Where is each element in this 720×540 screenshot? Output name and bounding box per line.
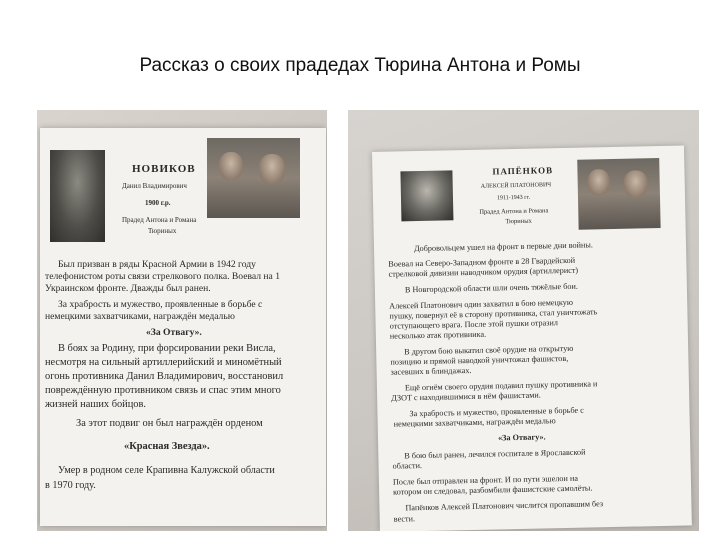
right-document-sheet [372,145,692,531]
left-medal: «За Отвагу». [146,327,202,338]
soldier-portrait [50,150,105,242]
right-line: За храбрость и мужество, проявленные в борьбе с [409,405,584,419]
left-order: «Красная Звезда». [124,441,210,452]
left-line: За храбрость и мужество, проявленные в борьбе с [58,299,263,310]
right-line: области. [392,461,423,471]
right-line: После был отправлен на фронт. И по пути эшелон на [392,473,579,487]
left-line: Украинском фронте. Дважды был ранен. [45,283,211,294]
left-document-sheet [40,128,326,526]
left-line: в 1970 году. [45,480,96,491]
right-line: котором он следовал, разбомбили фашистские самолёты. [393,483,593,497]
left-year: 1900 г.р. [145,199,171,207]
right-line: Ещё огнём своего орудия подавил пушку противника и [404,379,598,393]
right-caption-1: Прадед Антона и Романа [479,207,549,216]
slide-title: Рассказ о своих прадедах Тюрина Антона и Ромы [139,55,581,76]
soldier-portrait [400,170,453,221]
right-line: вести. [393,514,416,524]
left-line: телефонистом роты связи стрелкового полка. Воевал на 1 [45,271,280,282]
left-caption-1: Прадед Антона и Романа [122,216,197,224]
right-line: позицию и прямой наводкой уничтожал фашистов, [390,353,569,367]
right-line: засевших в блиндажах. [390,365,472,377]
right-line: отступающего врага. После этой пушки отразил [389,318,559,331]
left-line: немецкими захватчиками, награждён медалью [45,311,235,322]
right-line: стрелковой дивизии наводчиком орудия (артиллерист) [388,265,579,279]
left-line: несмотря на сильный артиллерийский и миномётный [45,357,282,368]
left-caption-2: Тюриных [148,227,177,235]
left-line: В боях за Родину, при форсировании реки Висла, [58,343,276,354]
left-line: Умер в родном селе Крапивна Калужской области [58,465,275,476]
left-surname: НОВИКОВ [132,163,196,175]
grandchildren-photo [577,158,660,230]
right-name: АЛЕКСЕЙ ПЛАТОНОВИЧ [480,182,552,190]
right-caption-2: Тюриных [505,217,532,226]
grandchildren-photo [207,138,300,218]
left-line: повреждённую противником связь и спас этим много [45,385,281,396]
right-line: немецкими захватчиками, награждён медалью [393,416,556,429]
left-document-photo [37,110,327,531]
right-line: Воевал на Северо-Западном фронте в 28 Гвардейской [388,255,576,269]
left-line: За этот подвиг он был награждён орденом [76,418,263,429]
left-line: жизней наших бойцов. [45,399,147,410]
right-line: Алексей Платонович один захватил в бою немецкую [389,297,574,311]
right-surname: ПАПЁНКОВ [492,165,554,177]
left-name: Данил Владимирович [122,182,187,190]
right-line: Добровольцем ушел на фронт в первые дни войны. [413,240,593,254]
right-line: В бою был ранен, лечился госпитале в Ярославской [404,447,586,461]
right-document-photo [348,110,699,531]
right-line: В Новгородской области шли очень тяжёлые бои. [404,281,578,295]
left-line: огонь противника Данил Владимирович, восстановил [45,371,284,382]
right-line: несколько атак противника. [389,329,487,341]
right-line: Папёнков Алексей Платонович числится пропавшим без [405,499,604,513]
right-line: ДЗОТ с находившимися в нём фашистами. [391,390,541,403]
right-medal: «За Отвагу». [497,432,546,443]
right-year: 1911-1943 гг. [496,194,531,202]
left-line: Был призван в ряды Красной Армии в 1942 году [58,259,256,270]
right-line: пушку, повернул её в сторону противника, стал уничтожать [389,307,598,321]
right-line: В другом бою выкатил своё орудие на открытую [404,343,574,357]
